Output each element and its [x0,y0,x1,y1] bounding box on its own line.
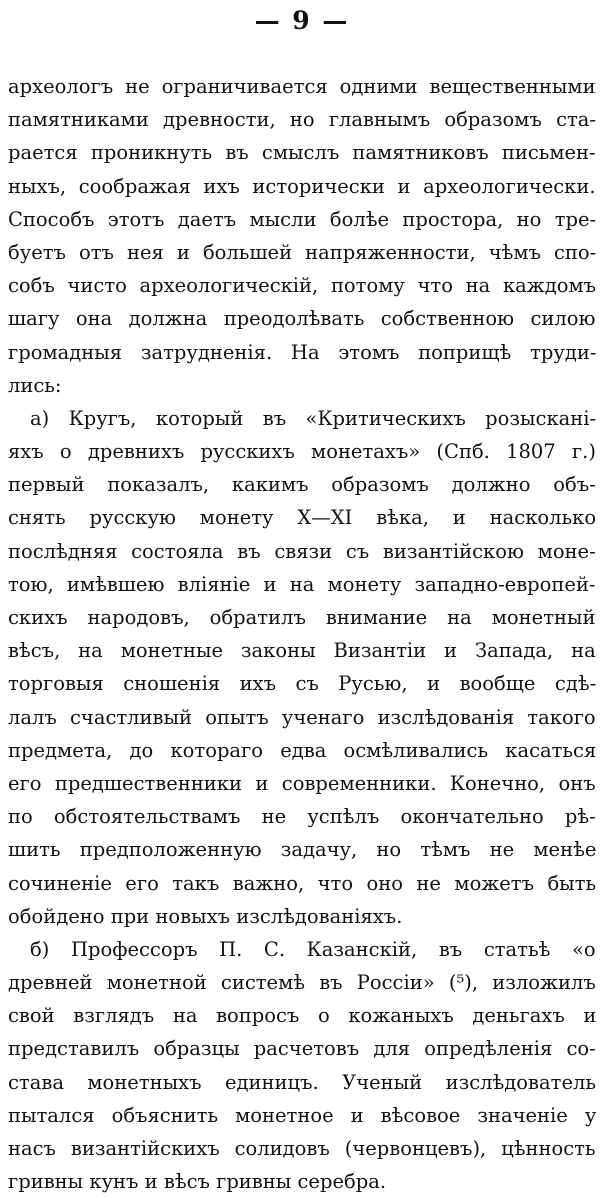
text-line: первый показалъ, какимъ образомъ должно объ- [8,473,596,497]
text-line: б) Профессоръ П. С. Казанскій, въ статьѣ «о [30,937,596,961]
body-text [8,70,596,1198]
text-line: лись: [8,373,62,397]
text-line: представилъ образцы расчетовъ для опредѣленiя со- [8,1037,596,1061]
text-line: сочиненіе его такъ важно, что оно не можетъ быть [8,871,596,895]
text-line: тою, имѣвшею вліяніе и на монету западно-европей- [8,572,596,596]
text-line: буетъ отъ нея и большей напряженности, чѣмъ спо- [8,240,596,264]
text-line: Способъ этотъ даетъ мысли болѣе простора, но тре- [8,207,596,231]
text-line: громадныя затрудненія. На этомъ поприщѣ труди- [8,340,596,364]
text-line: а) Кругъ, который въ «Критическихъ розысканi- [30,406,596,430]
text-line: шить предположенную задачу, но тѣмъ не менѣе [8,838,596,862]
text-line: скихъ народовъ, обратилъ внимание на монетный [8,606,596,629]
page-number: — 9 — [254,6,350,35]
text-line: собъ чисто археологическій, потому что на каждомъ [8,274,596,298]
text-line: послѣдняя состояла въ связи съ византійскою моне- [8,539,596,563]
text-line: рается проникнуть въ смыслъ памятниковъ письмен- [8,141,596,165]
text-line: гривны кунъ и вѣсъ гривны серебра. [8,1170,387,1194]
text-line: по обстоятельствамъ не успѣлъ окончательно рѣ- [8,805,596,829]
text-line: ныхъ, соображая ихъ исторически и археологически. [8,174,596,198]
text-line: предмета, до котораго едва осмѣливались касаться [8,738,596,762]
text-line: насъ византійскихъ солидовъ (червонцевъ), цѣнность [8,1137,596,1160]
text-line: шагу она должна преодолѣвать собственною силою [8,307,596,331]
text-line: древней монетной системѣ въ Россiи» (⁵), изложилъ [8,971,596,995]
text-line: археологъ не ограничивается одними вещественными [8,75,596,98]
text-line: яхъ о древнихъ русскихъ монетахъ» (Спб. 1807 г.) [8,440,596,464]
text-line: свой взглядъ на вопросъ о кожаныхъ деньгахъ и [8,1004,596,1028]
text-line: снять русскую монету X—XI вѣка, и насколько [8,506,596,530]
text-line: обойдено при новыхъ изслѣдованiяхъ. [8,904,403,928]
text-line: торговыя сношенія ихъ съ Русью, и вообще сдѣ- [8,672,596,696]
text-line: става монетныхъ единицъ. Ученый изслѣдователь [8,1070,596,1094]
text-line: пытался объяснить монетное и вѣсовое значенiе у [8,1103,596,1127]
text-line: вѣсъ, на монетные законы Византiи и Запада, на [8,639,596,663]
text-line: его предшественники и современники. Конечно, онъ [8,771,596,795]
text-line: лалъ счастливый опытъ ученаго изслѣдованія такого [8,705,596,729]
text-line: памятниками древности, но главнымъ образомъ ста- [8,108,596,132]
